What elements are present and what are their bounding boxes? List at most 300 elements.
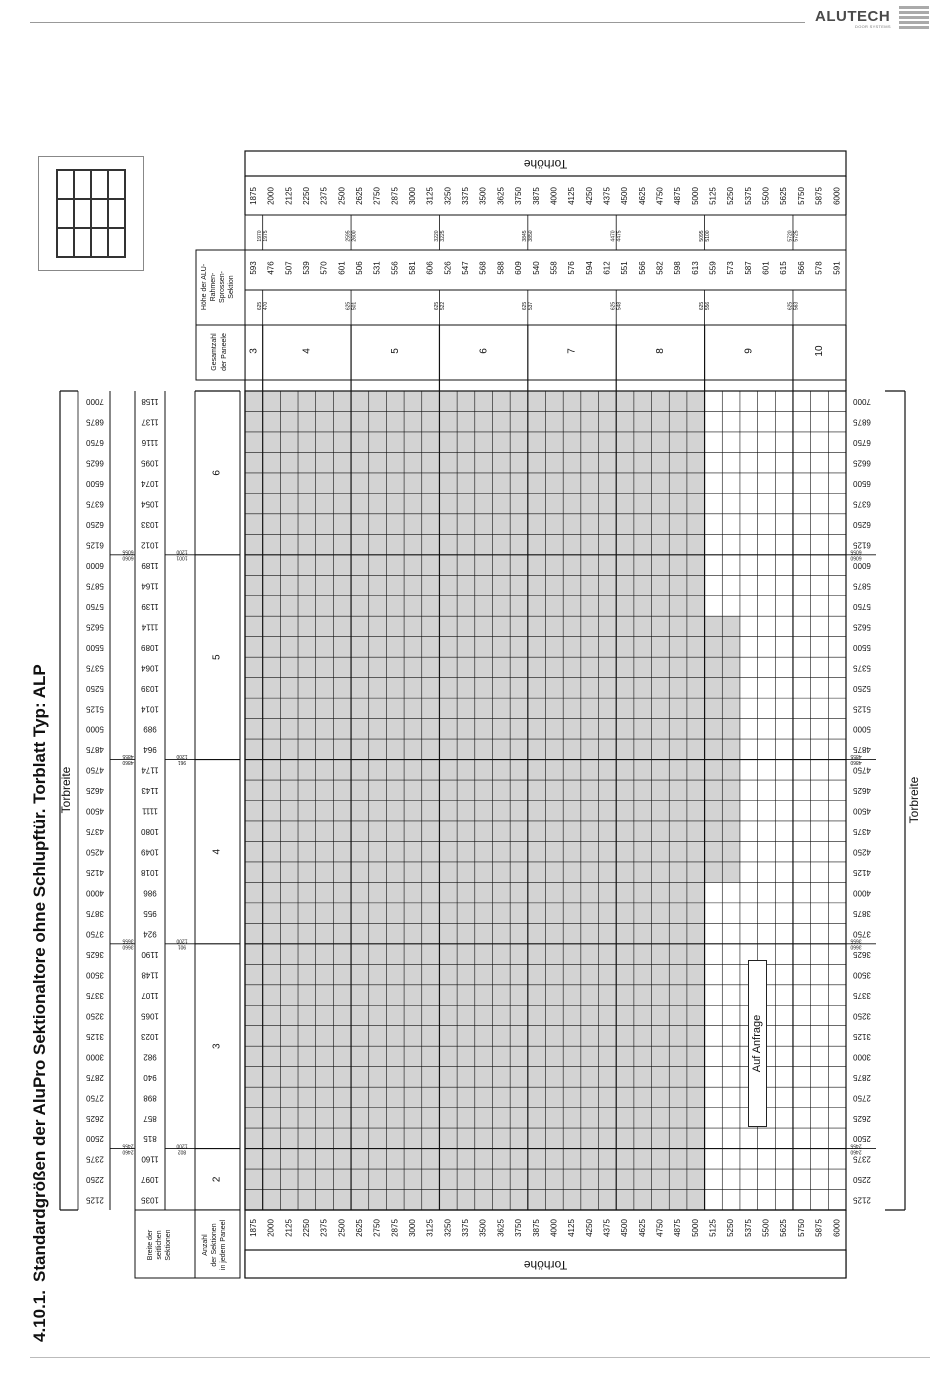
panel-total-value: 5: [389, 348, 401, 354]
frame-height-value: 531: [372, 261, 382, 275]
side-width-value: 1158: [141, 397, 159, 407]
frame-height-value: 609: [514, 261, 524, 275]
side-range-bot: 1001: [176, 554, 188, 561]
width-left-value: 6625: [86, 458, 104, 468]
side-width-value: 1095: [141, 458, 159, 468]
height-range-bot: 3850: [528, 230, 535, 242]
frame-height-value: 551: [620, 261, 630, 275]
brand-name: ALUTECH: [815, 8, 891, 25]
side-range-bot: 802: [177, 1148, 187, 1155]
height-top-value: 3000: [408, 187, 418, 205]
height-top-value: 2750: [372, 187, 382, 205]
width-left-value: 4875: [86, 745, 104, 755]
width-range-top: 3655: [122, 937, 134, 944]
height-top-value: 2375: [319, 187, 329, 205]
height-top-value: 4625: [637, 187, 647, 205]
width-left-value: 3125: [86, 1031, 104, 1041]
frame-range-top: 625: [787, 301, 794, 311]
frame-range-top: 625: [345, 301, 352, 311]
width-right-value: 2625: [853, 1113, 871, 1123]
height-range-top: 1970: [257, 230, 264, 242]
side-width-value: 1023: [141, 1031, 159, 1041]
width-left-value: 2500: [86, 1134, 104, 1144]
frame-height-value: 612: [602, 261, 612, 275]
width-right-range-bot: 4860: [850, 759, 862, 766]
side-width-value: 1116: [141, 438, 159, 448]
height-top-value: 5750: [796, 187, 806, 205]
height-bottom-value: 4875: [673, 1219, 683, 1237]
width-right-value: 3750: [853, 929, 871, 939]
height-range-top: 5095: [698, 230, 705, 242]
section-count-header-text: Anzahl: [201, 1234, 209, 1256]
width-range-bot: 2460: [122, 1148, 134, 1155]
side-width-value: 857: [143, 1113, 157, 1123]
panel-total-value: 7: [566, 348, 578, 354]
width-left-value: 6750: [86, 438, 104, 448]
height-range-top: 3220: [433, 230, 440, 242]
frame-range-top: 625: [698, 301, 705, 311]
width-right-value: 3250: [853, 1011, 871, 1021]
height-range-top: 4470: [610, 230, 617, 242]
height-bottom-value: 3375: [461, 1219, 471, 1237]
frame-range-bot: 470: [263, 301, 270, 311]
height-top-value: 5125: [708, 187, 718, 205]
frame-range-top: 625: [433, 301, 440, 311]
auf-anfrage-box: [748, 960, 767, 1127]
side-range-top: 1200: [176, 937, 188, 944]
frame-height-header-text: Höhe der ALU-: [200, 263, 208, 311]
frame-height-value: 593: [248, 261, 258, 275]
frame-height-value: 526: [443, 261, 453, 275]
frame-range-bot: 556: [704, 301, 711, 311]
width-right-value: 5000: [853, 724, 871, 734]
width-right-value: 5625: [853, 622, 871, 632]
height-bottom-value: 2625: [355, 1219, 365, 1237]
width-right-value: 4875: [853, 745, 871, 755]
frame-height-value: 540: [531, 261, 541, 275]
side-width-header-text: Sektionen: [164, 1229, 172, 1261]
height-bottom-value: 2250: [301, 1219, 311, 1237]
width-left-value: 3875: [86, 909, 104, 919]
height-bottom-value: 5125: [708, 1219, 718, 1237]
width-range-bot: 3660: [122, 943, 134, 950]
width-left-value: 6875: [86, 417, 104, 427]
height-top-value: 3125: [425, 187, 435, 205]
frame-height-value: 547: [461, 261, 471, 275]
frame-height-value: 559: [708, 261, 718, 275]
height-bottom-value: 2375: [319, 1219, 329, 1237]
side-width-value: 986: [143, 888, 157, 898]
width-right-value: 7000: [853, 397, 871, 407]
height-top-value: 2500: [337, 187, 347, 205]
frame-range-top: 625: [610, 301, 617, 311]
frame-height-value: 594: [584, 261, 594, 275]
height-range-top: 3845: [522, 230, 529, 242]
frame-height-value: 615: [779, 261, 789, 275]
side-width-value: 1097: [141, 1175, 159, 1185]
side-width-value: 1190: [141, 949, 159, 959]
side-range-top: 1200: [176, 753, 188, 760]
width-right-value: 3625: [853, 949, 871, 959]
brand-sub: DOOR SYSTEMS: [855, 24, 891, 29]
section-count-value: 3: [211, 1043, 223, 1049]
side-range-top: 1200: [176, 1142, 188, 1149]
height-top-value: 5500: [761, 187, 771, 205]
side-width-value: 964: [143, 745, 157, 755]
frame-range-bot: 548: [616, 301, 623, 311]
height-top-value: 4125: [567, 187, 577, 205]
panel-total-value: 10: [814, 345, 826, 357]
side-range-top: 1200: [176, 548, 188, 555]
height-bottom-value: 3750: [514, 1219, 524, 1237]
height-top-value: 4750: [655, 187, 665, 205]
height-top-value: 2625: [355, 187, 365, 205]
frame-height-value: 476: [266, 261, 276, 275]
side-width-value: 1018: [141, 868, 159, 878]
height-range-bot: 5725: [793, 230, 800, 242]
width-left-value: 5125: [86, 704, 104, 714]
height-bottom-value: 2000: [266, 1219, 276, 1237]
frame-height-header-text: Rahmen-: [209, 272, 217, 302]
height-bottom-value: 5250: [726, 1219, 736, 1237]
side-width-value: 1039: [141, 683, 159, 693]
height-bottom-value: 4625: [637, 1219, 647, 1237]
panel-total-value: 8: [655, 348, 667, 354]
width-right-value: 5250: [853, 683, 871, 693]
side-width-value: 955: [143, 909, 157, 919]
width-right-range-top: 3655: [850, 937, 862, 944]
height-bottom-value: 2875: [390, 1219, 400, 1237]
frame-height-value: 591: [832, 261, 842, 275]
width-range-bot: 6060: [122, 554, 134, 561]
width-left-value: 6250: [86, 519, 104, 529]
side-width-value: 815: [143, 1134, 157, 1144]
side-width-value: 1107: [141, 990, 159, 1000]
section-count-value: 4: [211, 848, 223, 855]
width-right-value: 6250: [853, 519, 871, 529]
width-right-value: 2375: [853, 1154, 871, 1164]
width-right-value: 2750: [853, 1093, 871, 1103]
frame-range-top: 625: [522, 301, 529, 311]
width-right-value: 2500: [853, 1134, 871, 1144]
height-bottom-value: 2750: [372, 1219, 382, 1237]
width-right-value: 4500: [853, 806, 871, 816]
height-range-bot: 3225: [439, 230, 446, 242]
frame-height-value: 588: [496, 261, 506, 275]
side-width-value: 1189: [141, 560, 159, 570]
side-width-value: 1065: [141, 1011, 159, 1021]
width-right-value: 3500: [853, 970, 871, 980]
height-bottom-value: 4000: [549, 1219, 559, 1237]
width-right-value: 4125: [853, 868, 871, 878]
side-width-value: 1111: [141, 806, 159, 816]
side-width-value: 1054: [141, 499, 159, 509]
width-range-top: 2455: [122, 1142, 134, 1149]
width-left-value: 3375: [86, 990, 104, 1000]
frame-height-value: 601: [337, 261, 347, 275]
width-left-value: 2750: [86, 1093, 104, 1103]
height-bottom-value: 3500: [478, 1219, 488, 1237]
width-left-value: 2250: [86, 1175, 104, 1185]
height-top-value: 6000: [832, 187, 842, 205]
side-width-value: 1164: [141, 581, 159, 591]
section-count-value: 2: [211, 1176, 223, 1183]
height-top-value: 4375: [602, 187, 612, 205]
panel-total-value: 6: [478, 348, 490, 354]
width-left-value: 5875: [86, 581, 104, 591]
width-left-value: 3750: [86, 929, 104, 939]
width-right-value: 5375: [853, 663, 871, 673]
width-left-value: 5750: [86, 601, 104, 611]
width-right-value: 5875: [853, 581, 871, 591]
frame-range-box: [245, 290, 846, 325]
page-title: Standardgrößen der AluPro Sektionaltore ohne Schlupftür. Torblatt Typ: ALP: [30, 664, 49, 1282]
frame-height-value: 598: [673, 261, 683, 275]
frame-height-box: [245, 250, 846, 290]
height-bottom-value: 5625: [779, 1219, 789, 1237]
width-left-value: 4375: [86, 827, 104, 837]
side-width-value: 1012: [141, 540, 159, 550]
frame-height-value: 507: [284, 261, 294, 275]
width-left-value: 4625: [86, 786, 104, 796]
height-bottom-value: 3875: [531, 1219, 541, 1237]
height-top-value: 2250: [301, 187, 311, 205]
panel-total-box: [245, 325, 846, 380]
height-bottom-value: 3000: [408, 1219, 418, 1237]
width-right-value: 3000: [853, 1052, 871, 1062]
width-right-value: 4750: [853, 765, 871, 775]
width-right-value: 6750: [853, 438, 871, 448]
height-bottom-value: 3625: [496, 1219, 506, 1237]
width-left-value: 4125: [86, 868, 104, 878]
frame-height-header-text: Sprossen-: [218, 271, 226, 303]
width-range-bot: 4860: [122, 759, 134, 766]
width-left-value: 5625: [86, 622, 104, 632]
height-bottom-value: 4125: [567, 1219, 577, 1237]
section-count-value: 6: [211, 470, 223, 476]
side-width-value: 1049: [141, 847, 159, 857]
side-width-value: 924: [143, 929, 157, 939]
width-range-top: 6055: [122, 548, 134, 555]
torbreite-right-label: Torbreite: [907, 776, 922, 824]
width-right-value: 3875: [853, 909, 871, 919]
width-left-value: 3625: [86, 949, 104, 959]
frame-height-value: 566: [796, 261, 806, 275]
height-range-bot: 2600: [351, 230, 358, 242]
width-left-value: 5500: [86, 642, 104, 652]
height-top-value: 3875: [531, 187, 541, 205]
width-left-value: 4000: [86, 888, 104, 898]
side-width-value: 1114: [141, 622, 159, 632]
width-left-value: 6000: [86, 560, 104, 570]
height-bottom-value: 3125: [425, 1219, 435, 1237]
width-left-value: 3500: [86, 970, 104, 980]
height-bottom-value: 4250: [584, 1219, 594, 1237]
height-top-value: 2000: [266, 187, 276, 205]
frame-height-value: 568: [478, 261, 488, 275]
width-left-value: 5250: [86, 683, 104, 693]
frame-height-value: 578: [814, 261, 824, 275]
width-right-value: 6500: [853, 479, 871, 489]
footer-rule: [30, 1357, 930, 1358]
width-right-range-bot: 6060: [850, 554, 862, 561]
frame-range-bot: 522: [439, 301, 446, 311]
width-left-value: 2125: [86, 1195, 104, 1205]
side-width-value: 1139: [141, 601, 159, 611]
frame-height-value: 581: [408, 261, 418, 275]
width-right-range-top: 6055: [850, 548, 862, 555]
frame-height-value: 539: [301, 261, 311, 275]
height-top-value: 4500: [620, 187, 630, 205]
height-bottom-value: 5000: [690, 1219, 700, 1237]
width-left-value: 4750: [86, 765, 104, 775]
height-top-value: 5000: [690, 187, 700, 205]
torhoehe-top-label: Torhöhe: [523, 156, 568, 171]
frame-height-value: 601: [761, 261, 771, 275]
side-width-value: 1033: [141, 519, 159, 529]
width-left-value: 6500: [86, 479, 104, 489]
width-right-value: 2125: [853, 1195, 871, 1205]
height-top-value: 5625: [779, 187, 789, 205]
side-width-value: 1089: [141, 642, 159, 652]
auf-anfrage-label: Auf Anfrage: [751, 1014, 763, 1073]
height-range-top: 2595: [345, 230, 352, 242]
width-left-value: 3000: [86, 1052, 104, 1062]
width-right-value: 4375: [853, 827, 871, 837]
side-width-value: 1074: [141, 479, 159, 489]
torbreite-left-label: Torbreite: [59, 766, 74, 814]
height-bottom-value: 5375: [743, 1219, 753, 1237]
width-right-value: 3375: [853, 990, 871, 1000]
height-bottom-value: 5500: [761, 1219, 771, 1237]
side-width-value: 1014: [141, 704, 159, 714]
height-bottom-value: 6000: [832, 1219, 842, 1237]
height-bottom-value: 4500: [620, 1219, 630, 1237]
height-range-bot: 4475: [616, 230, 623, 242]
frame-height-value: 613: [690, 261, 700, 275]
side-width-value: 1064: [141, 663, 159, 673]
height-bottom-value: 2125: [284, 1219, 294, 1237]
panel-total-value: 9: [743, 348, 755, 354]
height-bottom-value: 1875: [248, 1219, 258, 1237]
panel-total-header-text: Gesamtzahl: [210, 333, 218, 371]
height-top-value: 3625: [496, 187, 506, 205]
side-width-value: 1080: [141, 827, 159, 837]
side-width-value: 1035: [141, 1195, 159, 1205]
side-width-value: 982: [143, 1052, 157, 1062]
frame-height-value: 558: [549, 261, 559, 275]
height-top-value: 3250: [443, 187, 453, 205]
section-number: 4.10.1.: [30, 1290, 49, 1342]
width-right-range-bot: 3660: [850, 943, 862, 950]
side-width-value: 1174: [141, 765, 159, 775]
width-left-value: 4250: [86, 847, 104, 857]
section-count-header-text: in jedem Paneel: [219, 1219, 227, 1271]
side-width-value: 989: [143, 724, 157, 734]
height-top-value: 3500: [478, 187, 488, 205]
height-top-value: 2125: [284, 187, 294, 205]
width-right-value: 6875: [853, 417, 871, 427]
height-bottom-value: 4750: [655, 1219, 665, 1237]
height-bottom-value: 2500: [337, 1219, 347, 1237]
width-right-value: 2250: [853, 1175, 871, 1185]
side-width-value: 940: [143, 1072, 157, 1082]
panel-total-value: 4: [301, 348, 313, 354]
width-right-range-top: 4855: [850, 753, 862, 760]
height-top-value: 2875: [390, 187, 400, 205]
side-width-value: 898: [143, 1093, 157, 1103]
frame-range-bot: 563: [793, 301, 800, 311]
panel-total-header-text: der Paneele: [220, 333, 228, 371]
height-range-bot: 5100: [704, 230, 711, 242]
width-left-value: 2625: [86, 1113, 104, 1123]
side-range-bot: 961: [177, 759, 187, 766]
side-width-value: 1148: [141, 970, 159, 980]
frame-height-value: 573: [726, 261, 736, 275]
height-bottom-value: 4375: [602, 1219, 612, 1237]
height-range-box: [245, 215, 846, 250]
width-left-value: 2875: [86, 1072, 104, 1082]
width-right-range-top: 2455: [850, 1142, 862, 1149]
height-top-value: 4875: [673, 187, 683, 205]
height-top-value: 4250: [584, 187, 594, 205]
width-right-value: 4250: [853, 847, 871, 857]
side-range-bot: 901: [177, 943, 187, 950]
height-top-value: 5250: [726, 187, 736, 205]
width-range-top: 4855: [122, 753, 134, 760]
side-width-value: 1160: [141, 1154, 159, 1164]
frame-height-value: 587: [743, 261, 753, 275]
width-left-value: 4500: [86, 806, 104, 816]
height-bottom-value: 3250: [443, 1219, 453, 1237]
width-right-value: 4000: [853, 888, 871, 898]
side-width-value: 1137: [141, 417, 159, 427]
frame-height-value: 556: [390, 261, 400, 275]
width-right-value: 6375: [853, 499, 871, 509]
width-left-value: 2375: [86, 1154, 104, 1164]
width-left-value: 5375: [86, 663, 104, 673]
width-right-value: 4625: [853, 786, 871, 796]
width-right-value: 6625: [853, 458, 871, 468]
frame-height-value: 576: [567, 261, 577, 275]
height-range-top: 5720: [787, 230, 794, 242]
height-bottom-value: 5875: [814, 1219, 824, 1237]
frame-height-value: 582: [655, 261, 665, 275]
height-top-value: 3750: [514, 187, 524, 205]
frame-height-header-text: Sektion: [227, 275, 235, 299]
height-top-value: 4000: [549, 187, 559, 205]
frame-height-value: 506: [355, 261, 365, 275]
width-left-value: 5000: [86, 724, 104, 734]
width-left-value: 7000: [86, 397, 104, 407]
width-right-value: 6000: [853, 560, 871, 570]
width-right-value: 5750: [853, 601, 871, 611]
width-left-value: 3250: [86, 1011, 104, 1021]
width-right-value: 5125: [853, 704, 871, 714]
frame-height-value: 570: [319, 261, 329, 275]
side-width-header-text: Breite der: [146, 1229, 154, 1261]
panel-total-value: 3: [248, 348, 260, 354]
height-bottom-value: 5750: [796, 1219, 806, 1237]
side-width-header-text: seitlichen: [155, 1230, 163, 1260]
height-top-value: 3375: [461, 187, 471, 205]
torhoehe-bottom-label: Torhöhe: [523, 1257, 568, 1272]
frame-range-top: 625: [257, 301, 264, 311]
height-top-value: 5375: [743, 187, 753, 205]
width-right-range-bot: 2460: [850, 1148, 862, 1155]
width-right-value: 6125: [853, 540, 871, 550]
height-top-value: 5875: [814, 187, 824, 205]
